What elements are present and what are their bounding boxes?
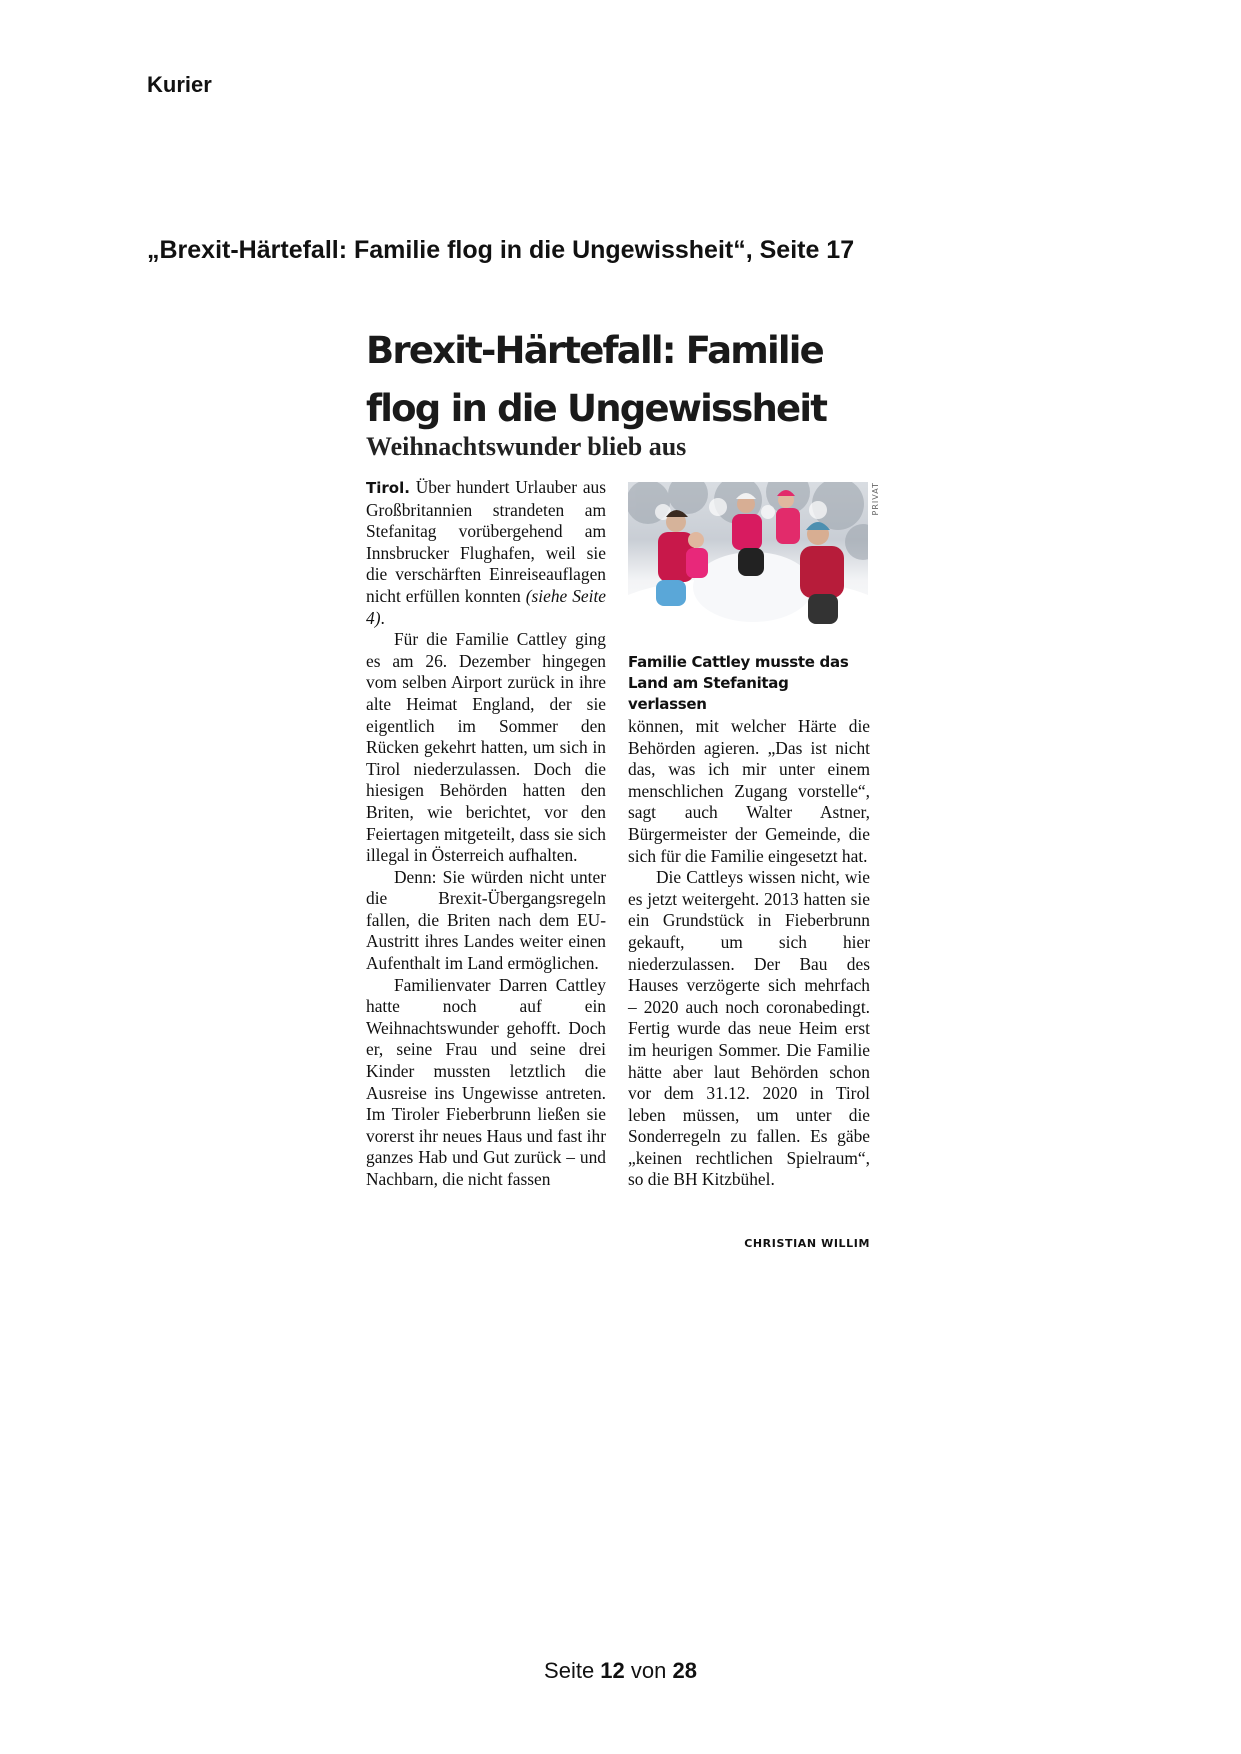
current-page: 12	[600, 1658, 625, 1683]
paragraph: Denn: Sie würden nicht unter die Brexit-Übergangsregeln fallen, die Briten nach dem EU-Austritt ihres Landes weiter einen Aufenthalt im Land ermöglichen.	[366, 866, 606, 974]
cross-reference: (siehe Seite 4)	[366, 585, 607, 628]
photo-caption: Familie Cattley musste das Land am Stefanitag verlassen	[628, 653, 849, 713]
clipping-title: „Brexit-Härtefall: Familie flog in die Ungewissheit“, Seite 17	[147, 236, 855, 264]
paragraph: können, mit welcher Härte die Behörden agieren. „Das ist nicht das, was ich mir unter einem menschlichen Zugang vorstelle“, sagt auch Walter Astner, Bürgermeister der Gemeinde, die sich für die Familie eingesetzt hat.	[628, 716, 870, 866]
page-separator: von	[624, 1658, 673, 1683]
headline-line-2: flog in die Ungewissheit	[366, 387, 827, 430]
source-name: Kurier	[147, 72, 212, 97]
family-snow-photo	[628, 482, 868, 646]
total-pages: 28	[672, 1658, 697, 1683]
paragraph	[366, 477, 606, 629]
article-subheadline: Weihnachtswunder blieb aus	[366, 432, 687, 461]
article-headline	[366, 322, 870, 438]
paragraph: Für die Familie Cattley ging es am 26. Dezember hingegen vom selben Airport zurück in ihre alte Heimat England, der sie eigentlich im Sommer den Rücken gekehrt hatten, um sich in Tirol niederzulassen. Doch die hiesigen Behörden hatten den Briten, wie berichtet, vor den Feiertagen mitgeteilt, dass sie sich illegal in Österreich aufhalten.	[366, 629, 606, 866]
page-label: Seite	[544, 1658, 601, 1683]
article-column-right	[628, 716, 870, 1191]
paragraph: Die Cattleys wissen nicht, wie es jetzt weitergeht. 2013 hatten sie ein Grundstück in Fieberbrunn gekauft, um sich hier niederzulassen. Der Bau des Hauses verzögerte sich mehrfach – 2020 auch noch coronabedingt. Fertig wurde das neue Heim erst im heurigen Sommer. Die Familie hätte aber laut Behörden schon vor dem 31.12. 2020 in Tirol leben müssen, um unter die Sonderregeln zu fallen. Es gäbe „keinen rechtlichen Spielraum“, so die BH Kitzbühel.	[628, 867, 870, 1190]
photo-credit: PRIVAT	[871, 482, 880, 516]
page-number	[0, 1658, 1241, 1684]
paragraph-text: Über hundert Urlauber aus Großbritannien strandeten am Stefanitag vorübergehend am Innsbrucker Flughafen, weil sie die verschärften Einreiseauflagen nicht erfüllen konnten	[366, 477, 606, 606]
headline-line-1: Brexit-Härtefall: Familie	[366, 329, 823, 372]
paragraph-text: .	[380, 607, 385, 628]
photo-illustration	[628, 482, 868, 646]
article-column-left	[366, 477, 606, 1191]
newspaper-clipping	[366, 322, 880, 1254]
lead-word: Tirol.	[366, 479, 410, 497]
paragraph: Familienvater Darren Cattley hatte noch auf ein Weihnachtswunder gehofft. Doch er, seine Frau und seine drei Kinder mussten letztlich die Ausreise ins Ungewisse antreten. Im Tiroler Fieberbrunn ließen sie vorerst ihr neues Haus und fast ihr ganzes Hab und Gut zurück – und Nachbarn, die nicht fassen	[366, 974, 606, 1189]
article-author: CHRISTIAN WILLIM	[744, 1237, 870, 1250]
